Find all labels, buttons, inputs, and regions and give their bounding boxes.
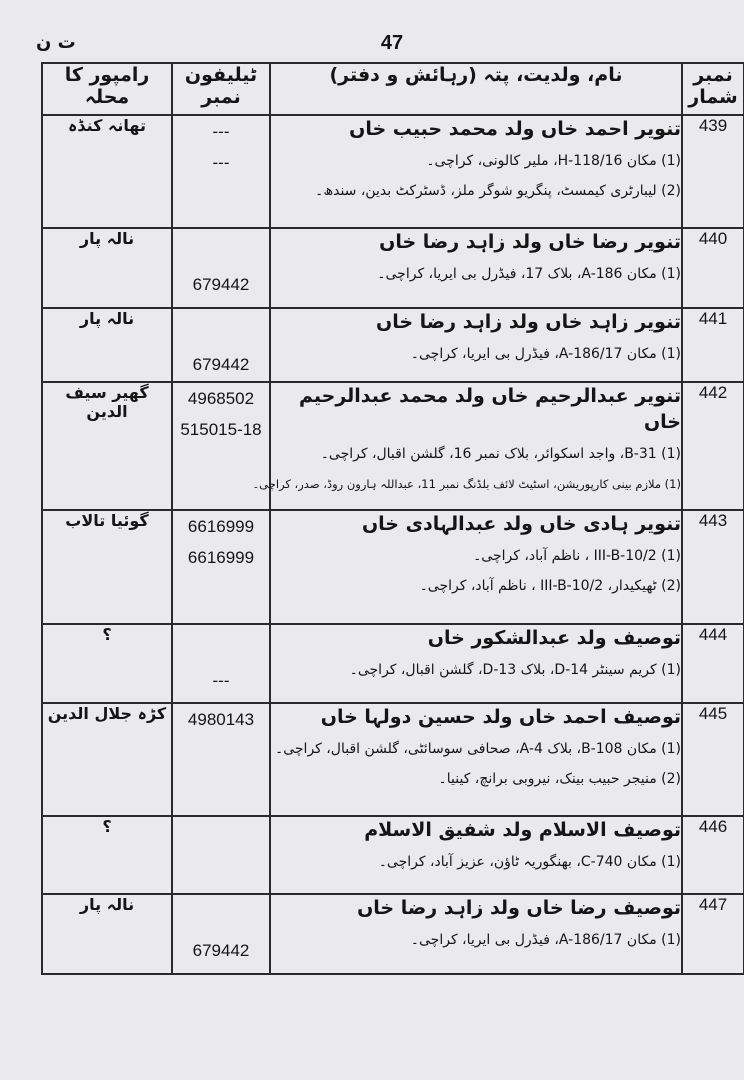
phone-number: --- xyxy=(212,153,230,172)
person-name: توصیف رضا خاں ولد زاہد رضا خاں xyxy=(357,897,681,919)
table-row xyxy=(42,816,744,894)
phone-number: 679442 xyxy=(192,941,250,960)
address-line: (1) مکان C-740، بھنگوریہ ٹاؤن، عزیز آباد، کراچی۔ xyxy=(378,854,681,870)
page-header xyxy=(0,30,744,66)
phone-number: 6616999 xyxy=(187,517,255,536)
table-row xyxy=(42,382,744,510)
phone-cell xyxy=(172,228,270,308)
register-body xyxy=(42,115,744,974)
table-row xyxy=(42,115,744,228)
person-name: تنویر زاہد خاں ولد زاہد رضا خاں xyxy=(375,311,681,333)
col-header-serial: نمبر شمار xyxy=(682,63,744,115)
mohalla-cell: ؟ xyxy=(42,624,172,703)
address-line: (1) B-31، واجد اسکوائر، بلاک نمبر 16، گلشن اقبال، کراچی۔ xyxy=(320,446,681,462)
name-address-cell xyxy=(270,510,682,624)
mohalla-cell: تھانہ کنڈہ xyxy=(42,115,172,228)
name-address-cell xyxy=(270,624,682,703)
address-line: (1) مکان H-118/16، ملیر کالونی، کراچی۔ xyxy=(426,153,681,169)
address-line: (1) مکان B-108، بلاک A-4، صحافی سوسائٹی، گلشن اقبال، کراچی۔ xyxy=(275,741,681,757)
person-name: توصیف احمد خاں ولد حسین دولہا خاں xyxy=(320,706,681,728)
header-corner-text: ت ن xyxy=(36,32,76,53)
name-address-cell xyxy=(270,115,682,228)
address-line: (1) مکان A-186/17، فیڈرل بی ایریا، کراچی۔ xyxy=(410,346,681,362)
header-row xyxy=(42,63,744,115)
phone-cell xyxy=(172,510,270,624)
phone-number: --- xyxy=(212,671,230,690)
address-line: (1) کریم سینٹر D-14، بلاک D-13، گلشن اقبال، کراچی۔ xyxy=(349,662,681,678)
col-header-name: نام، ولدیت، پتہ (رہائش و دفتر) xyxy=(270,63,682,115)
serial-cell: 445 xyxy=(682,703,744,816)
serial-cell: 447 xyxy=(682,894,744,974)
mohalla-cell: گھیر سیف الدین xyxy=(42,382,172,510)
address-line: (1) مکان A-186، بلاک 17، فیڈرل بی ایریا، کراچی۔ xyxy=(377,266,681,282)
phone-number: 6616999 xyxy=(187,548,255,567)
phone-number: 4968502 xyxy=(187,389,255,408)
person-name: تنویر عبدالرحیم خاں ولد محمد عبدالرحیم خاں xyxy=(298,385,681,433)
serial-cell: 443 xyxy=(682,510,744,624)
col-header-phone: ٹیلیفون نمبر xyxy=(172,63,270,115)
address-line: (1) III-B-10/2 ، ناظم آباد، کراچی۔ xyxy=(473,548,681,564)
mohalla-cell: گوئیا تالاب xyxy=(42,510,172,624)
mohalla-cell: نالہ پار xyxy=(42,894,172,974)
person-name: تنویر ہادی خاں ولد عبدالہادی خاں xyxy=(361,513,681,535)
phone-number: 4980143 xyxy=(187,710,255,729)
address-line: (2) ٹھیکیدار، III-B-10/2 ، ناظم آباد، کراچی۔ xyxy=(419,578,681,594)
mohalla-cell: نالہ پار xyxy=(42,308,172,382)
phone-number: 679442 xyxy=(192,275,250,294)
phone-cell xyxy=(172,115,270,228)
table-row xyxy=(42,510,744,624)
table-row xyxy=(42,624,744,703)
mohalla-cell: کڑہ جلال الدین xyxy=(42,703,172,816)
person-name: توصیف ولد عبدالشکور خاں xyxy=(427,627,681,649)
name-address-cell xyxy=(270,703,682,816)
phone-cell xyxy=(172,816,270,894)
page-number: 47 xyxy=(380,32,404,54)
serial-cell: 442 xyxy=(682,382,744,510)
phone-number: 679442 xyxy=(192,355,250,374)
person-name: توصیف الاسلام ولد شفیق الاسلام xyxy=(364,819,681,841)
table-row xyxy=(42,228,744,308)
col-header-mohalla: رامپور کا محلہ xyxy=(42,63,172,115)
serial-cell: 439 xyxy=(682,115,744,228)
serial-cell: 444 xyxy=(682,624,744,703)
name-address-cell xyxy=(270,228,682,308)
address-line: (2) لیبارٹری کیمسٹ، پنگریو شوگر ملز، ڈسٹرکٹ بدین، سندھ۔ xyxy=(315,183,681,199)
table-row xyxy=(42,703,744,816)
mohalla-cell: ؟ xyxy=(42,816,172,894)
mohalla-cell: نالہ پار xyxy=(42,228,172,308)
person-name: تنویر رضا خاں ولد زاہد رضا خاں xyxy=(379,231,681,253)
address-line: (2) منیجر حبیب بینک، نیروبی برانچ، کینیا۔ xyxy=(438,771,681,787)
phone-cell xyxy=(172,308,270,382)
name-address-cell xyxy=(270,894,682,974)
address-line: (1) ملازم بینی کارپوریشن، اسٹیٹ لائف بلڈنگ نمبر 11، عبداللہ ہارون روڈ، صدر، کراچی۔ xyxy=(252,477,681,491)
phone-cell xyxy=(172,894,270,974)
phone-number: --- xyxy=(212,122,230,141)
address-line: (1) مکان A-186/17، فیڈرل بی ایریا، کراچی۔ xyxy=(410,932,681,948)
serial-cell: 446 xyxy=(682,816,744,894)
name-address-cell xyxy=(252,382,682,510)
phone-number: 515015-18 xyxy=(180,420,262,439)
name-address-cell xyxy=(270,308,682,382)
name-address-cell xyxy=(270,816,682,894)
register-table xyxy=(41,62,744,975)
serial-cell: 440 xyxy=(682,228,744,308)
phone-cell xyxy=(172,382,270,510)
person-name: تنویر احمد خاں ولد محمد حبیب خاں xyxy=(349,118,681,140)
table-row xyxy=(42,308,744,382)
table-row xyxy=(42,894,744,974)
serial-cell: 441 xyxy=(682,308,744,382)
phone-cell xyxy=(172,703,270,816)
phone-cell xyxy=(172,624,270,703)
